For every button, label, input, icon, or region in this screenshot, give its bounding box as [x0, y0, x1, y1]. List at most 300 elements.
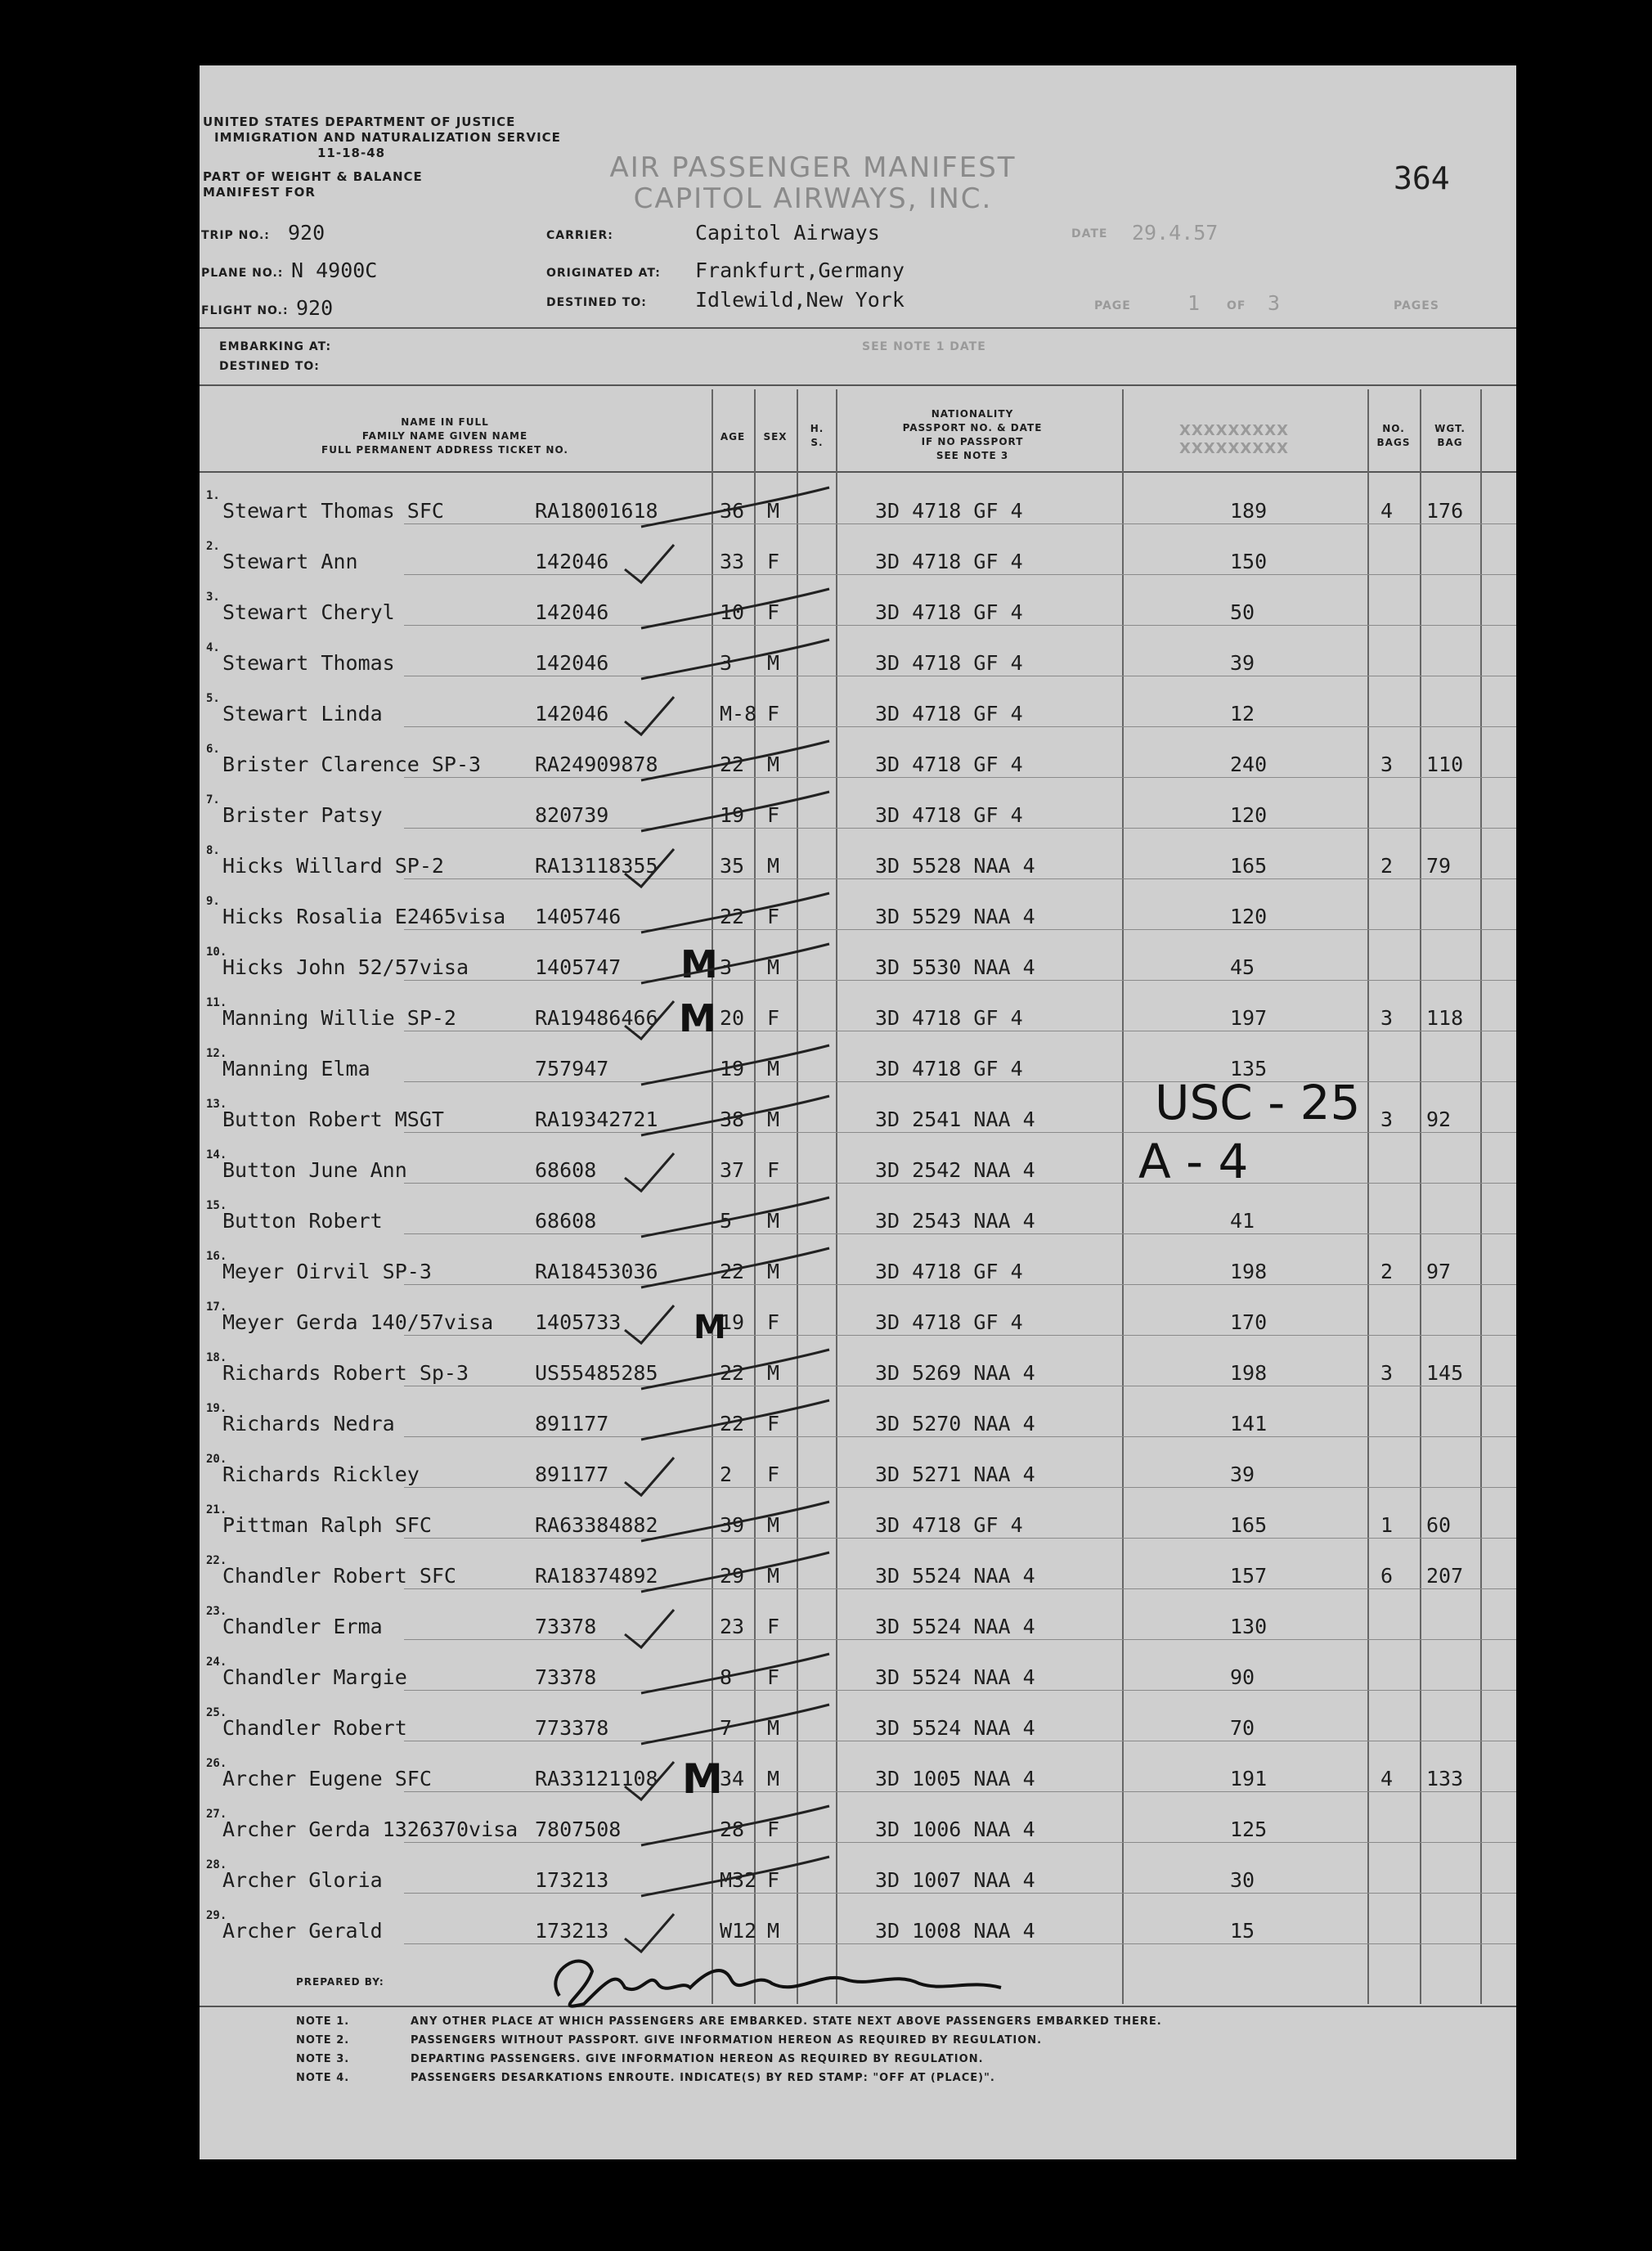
ticket-number: 773378 — [535, 1716, 609, 1740]
weight-cell: 15 — [1230, 1919, 1255, 1943]
check-mark — [625, 545, 674, 582]
bags-cell: 3 — [1380, 1108, 1394, 1131]
col-bags: NO. BAGS — [1376, 423, 1411, 448]
passenger-name: Archer Gerda 1326370visa — [222, 1817, 518, 1841]
age-cell: 19 — [720, 803, 745, 827]
passport-cell: 3D 4718 GF 4 — [875, 753, 1023, 776]
ticket-number: RA13118355 — [535, 854, 658, 878]
passport-cell: 3D 4718 GF 4 — [875, 803, 1023, 827]
sex-cell: M — [767, 1919, 780, 1943]
passenger-name: Stewart Thomas — [222, 651, 395, 675]
bag-weight-cell: 145 — [1426, 1361, 1464, 1385]
ticket-number: RA19342721 — [535, 1108, 658, 1131]
passport-cell: 3D 1006 NAA 4 — [875, 1817, 1035, 1841]
age-cell: 7 — [720, 1716, 733, 1740]
passport-cell: 3D 5269 NAA 4 — [875, 1361, 1035, 1385]
row-number: 18. — [206, 1351, 227, 1364]
passport-cell: 3D 2541 NAA 4 — [875, 1108, 1035, 1131]
check-mark — [641, 487, 829, 527]
age-cell: 8 — [720, 1665, 733, 1689]
age-cell: 34 — [720, 1767, 745, 1790]
passport-cell: 3D 2543 NAA 4 — [875, 1209, 1035, 1233]
sex-cell: F — [767, 600, 780, 624]
weight-cell: 170 — [1230, 1310, 1268, 1334]
passport-cell: 3D 5271 NAA 4 — [875, 1462, 1035, 1486]
passenger-name: Richards Robert Sp-3 — [222, 1361, 469, 1385]
row-number: 23. — [206, 1605, 227, 1618]
passenger-name: Stewart Ann — [222, 550, 358, 573]
ticket-number: 1405747 — [535, 955, 622, 979]
passport-cell: 3D 5529 NAA 4 — [875, 905, 1035, 928]
age-cell: 5 — [720, 1209, 733, 1233]
agency-line-4: PART OF WEIGHT & BALANCE — [203, 169, 423, 184]
age-cell: 33 — [720, 550, 745, 573]
check-mark — [625, 1001, 674, 1039]
weight-cell: 191 — [1230, 1767, 1268, 1790]
age-cell: 10 — [720, 600, 745, 624]
passenger-name: Brister Patsy — [222, 803, 383, 827]
row-number: 1. — [206, 489, 220, 502]
weight-cell: 45 — [1230, 955, 1255, 979]
age-cell: 22 — [720, 1361, 745, 1385]
col-weight: XXXXXXXXX XXXXXXXXX — [1179, 422, 1289, 457]
weight-cell: 41 — [1230, 1209, 1255, 1233]
weight-cell: 120 — [1230, 803, 1268, 827]
age-cell: 38 — [720, 1108, 745, 1131]
bags-cell: 1 — [1380, 1513, 1394, 1537]
passenger-name: Manning Elma — [222, 1057, 370, 1081]
weight-cell: 39 — [1230, 1462, 1255, 1486]
check-mark — [625, 1305, 674, 1343]
age-cell: 28 — [720, 1817, 745, 1841]
passport-cell: 3D 4718 GF 4 — [875, 1513, 1023, 1537]
sex-cell: M — [767, 1564, 780, 1588]
ticket-number: 73378 — [535, 1665, 597, 1689]
agency-line-2: IMMIGRATION AND NATURALIZATION SERVICE — [214, 130, 561, 145]
annotation-mark-4: M — [682, 1755, 723, 1803]
sex-cell: M — [767, 955, 780, 979]
bags-cell: 6 — [1380, 1564, 1394, 1588]
bags-cell: 4 — [1380, 1767, 1394, 1790]
row-number: 11. — [206, 996, 227, 1009]
agency-line-3: 11-18-48 — [317, 146, 386, 160]
weight-cell: 50 — [1230, 600, 1255, 624]
destined-label: DESTINED TO: — [546, 296, 647, 309]
age-cell: 35 — [720, 854, 745, 878]
date-value: 29.4.57 — [1132, 221, 1219, 245]
age-cell: 37 — [720, 1158, 745, 1182]
row-number: 12. — [206, 1047, 227, 1060]
passport-cell: 3D 4718 GF 4 — [875, 550, 1023, 573]
row-number: 28. — [206, 1858, 227, 1871]
row-number: 15. — [206, 1199, 227, 1212]
col-bag-weight: WGT. BAG — [1434, 423, 1466, 448]
passenger-name: Archer Eugene SFC — [222, 1767, 432, 1790]
passport-cell: 3D 5528 NAA 4 — [875, 854, 1035, 878]
flight-value: 920 — [296, 296, 334, 320]
passenger-name: Stewart Linda — [222, 702, 383, 726]
passenger-name: Archer Gloria — [222, 1868, 383, 1892]
check-mark — [641, 1197, 829, 1237]
passport-cell: 3D 1008 NAA 4 — [875, 1919, 1035, 1943]
weight-cell: 198 — [1230, 1361, 1268, 1385]
weight-cell: 130 — [1230, 1615, 1268, 1638]
passenger-name: Pittman Ralph SFC — [222, 1513, 432, 1537]
passport-cell: 3D 4718 GF 4 — [875, 1057, 1023, 1081]
weight-cell: 198 — [1230, 1260, 1268, 1283]
sex-cell: F — [767, 905, 780, 928]
row-number: 13. — [206, 1098, 227, 1111]
passport-cell: 3D 4718 GF 4 — [875, 499, 1023, 523]
age-cell: 39 — [720, 1513, 745, 1537]
sex-cell: M — [767, 1767, 780, 1790]
note-line: NOTE 2. PASSENGERS WITHOUT PASSPORT. GIVE INFORMATION HEREON AS REQUIRED BY REGULATION. — [296, 2034, 1043, 2047]
ticket-number: 820739 — [535, 803, 609, 827]
age-cell: 3 — [720, 955, 733, 979]
check-mark — [641, 1857, 829, 1896]
sex-cell: M — [767, 1361, 780, 1385]
banner-company: CAPITOL AIRWAYS, INC. — [633, 182, 993, 215]
ticket-number: 68608 — [535, 1209, 597, 1233]
row-number: 5. — [206, 692, 220, 705]
passenger-name: Chandler Erma — [222, 1615, 383, 1638]
ticket-number: RA18453036 — [535, 1260, 658, 1283]
signature — [555, 1961, 1001, 2006]
passenger-name: Brister Clarence SP-3 — [222, 753, 482, 776]
passport-cell: 3D 5524 NAA 4 — [875, 1615, 1035, 1638]
bag-weight-cell: 60 — [1426, 1513, 1452, 1537]
passenger-name: Chandler Robert SFC — [222, 1564, 456, 1588]
check-mark — [625, 697, 674, 735]
of-label: OF — [1227, 299, 1246, 312]
weight-cell: 165 — [1230, 854, 1268, 878]
check-mark — [625, 1610, 674, 1647]
pages-label: PAGES — [1394, 299, 1439, 312]
passport-cell: 3D 1005 NAA 4 — [875, 1767, 1035, 1790]
check-mark — [641, 1654, 829, 1693]
sex-cell: F — [767, 1006, 780, 1030]
age-cell: W12 — [720, 1919, 757, 1943]
ticket-number: 73378 — [535, 1615, 597, 1638]
passenger-name: Richards Nedra — [222, 1412, 395, 1436]
ticket-number: 891177 — [535, 1412, 609, 1436]
passport-cell: 3D 5524 NAA 4 — [875, 1716, 1035, 1740]
passenger-name: Manning Willie SP-2 — [222, 1006, 456, 1030]
check-mark — [625, 1762, 674, 1799]
sex-cell: M — [767, 854, 780, 878]
age-cell: 20 — [720, 1006, 745, 1030]
ticket-number: RA18001618 — [535, 499, 658, 523]
age-cell: 19 — [720, 1057, 745, 1081]
agency-line-5: MANIFEST FOR — [203, 185, 316, 200]
annotation-mark-2: M — [679, 996, 716, 1040]
check-mark — [641, 1806, 829, 1845]
ticket-number: 891177 — [535, 1462, 609, 1486]
sex-cell: M — [767, 499, 780, 523]
page-number: 364 — [1394, 160, 1450, 196]
annotation-usc: USC - 25 — [1155, 1075, 1361, 1130]
row-number: 17. — [206, 1301, 227, 1314]
bag-weight-cell: 133 — [1426, 1767, 1464, 1790]
col-name: NAME IN FULL FAMILY NAME GIVEN NAME FULL PERMANENT ADDRESS TICKET NO. — [321, 416, 568, 456]
row-number: 16. — [206, 1250, 227, 1263]
age-cell: 3 — [720, 651, 733, 675]
sex-cell: M — [767, 1209, 780, 1233]
carrier-value: Capitol Airways — [695, 221, 880, 245]
passport-cell: 3D 5270 NAA 4 — [875, 1412, 1035, 1436]
sex-cell: M — [767, 1108, 780, 1131]
row-number: 7. — [206, 793, 220, 806]
row-number: 2. — [206, 540, 220, 553]
agency-line-1: UNITED STATES DEPARTMENT OF JUSTICE — [203, 115, 516, 129]
age-cell: 22 — [720, 753, 745, 776]
bag-weight-cell: 176 — [1426, 499, 1464, 523]
col-hs: H. S. — [810, 423, 824, 448]
weight-cell: 70 — [1230, 1716, 1255, 1740]
passenger-name: Stewart Thomas SFC — [222, 499, 444, 523]
weight-cell: 12 — [1230, 702, 1255, 726]
sex-cell: M — [767, 1057, 780, 1081]
passenger-name: Richards Rickley — [222, 1462, 420, 1486]
passenger-name: Button June Ann — [222, 1158, 407, 1182]
row-number: 8. — [206, 844, 220, 857]
weight-cell: 90 — [1230, 1665, 1255, 1689]
bag-weight-cell: 207 — [1426, 1564, 1464, 1588]
note-line: NOTE 3. DEPARTING PASSENGERS. GIVE INFORMATION HEREON AS REQUIRED BY REGULATION. — [296, 2053, 984, 2065]
bag-weight-cell: 97 — [1426, 1260, 1452, 1283]
weight-cell: 39 — [1230, 651, 1255, 675]
passenger-name: Hicks John 52/57visa — [222, 955, 469, 979]
ticket-number: RA24909878 — [535, 753, 658, 776]
passenger-name: Meyer Oirvil SP-3 — [222, 1260, 432, 1283]
carrier-label: CARRIER: — [546, 229, 613, 242]
passenger-name: Stewart Cheryl — [222, 600, 395, 624]
passport-cell: 3D 5524 NAA 4 — [875, 1564, 1035, 1588]
passport-cell: 3D 4718 GF 4 — [875, 1006, 1023, 1030]
sex-cell: M — [767, 651, 780, 675]
age-cell: M-8 — [720, 702, 757, 726]
row-number: 25. — [206, 1706, 227, 1719]
row-number: 21. — [206, 1503, 227, 1516]
age-cell: 19 — [720, 1310, 745, 1334]
check-mark — [641, 893, 829, 932]
of-value: 3 — [1268, 291, 1281, 315]
passport-cell: 3D 5530 NAA 4 — [875, 955, 1035, 979]
check-mark — [625, 1914, 674, 1952]
sex-cell: F — [767, 1817, 780, 1841]
bag-weight-cell: 79 — [1426, 854, 1452, 878]
check-mark — [641, 1705, 829, 1744]
passport-cell: 3D 4718 GF 4 — [875, 702, 1023, 726]
trip-label: TRIP NO.: — [201, 229, 270, 242]
see-note: SEE NOTE 1 DATE — [862, 340, 986, 353]
bags-cell: 2 — [1380, 1260, 1394, 1283]
weight-cell: 30 — [1230, 1868, 1255, 1892]
sex-cell: M — [767, 1716, 780, 1740]
page-value: 1 — [1187, 291, 1201, 315]
col-age: AGE — [720, 431, 746, 443]
passport-cell: 3D 5524 NAA 4 — [875, 1665, 1035, 1689]
ticket-number: RA18374892 — [535, 1564, 658, 1588]
ticket-number: 757947 — [535, 1057, 609, 1081]
sex-cell: M — [767, 1513, 780, 1537]
weight-cell: 157 — [1230, 1564, 1268, 1588]
check-mark — [641, 1045, 829, 1085]
bags-cell: 3 — [1380, 753, 1394, 776]
check-mark — [625, 1458, 674, 1495]
passenger-name: Chandler Margie — [222, 1665, 407, 1689]
bag-weight-cell: 92 — [1426, 1108, 1452, 1131]
ticket-number: 173213 — [535, 1919, 609, 1943]
sex-cell: F — [767, 1310, 780, 1334]
sex-cell: F — [767, 1665, 780, 1689]
annotation-alien: A - 4 — [1138, 1134, 1249, 1189]
age-cell: 29 — [720, 1564, 745, 1588]
row-number: 26. — [206, 1757, 227, 1770]
flight-label: FLIGHT NO.: — [201, 304, 289, 317]
passport-cell: 3D 4718 GF 4 — [875, 600, 1023, 624]
passport-cell: 3D 1007 NAA 4 — [875, 1868, 1035, 1892]
note-line: NOTE 1. ANY OTHER PLACE AT WHICH PASSENGERS ARE EMBARKED. STATE NEXT ABOVE PASSENGERS EMBARKED THERE. — [296, 2015, 1162, 2028]
originated-label: ORIGINATED AT: — [546, 267, 661, 280]
age-cell: 36 — [720, 499, 745, 523]
weight-cell: 240 — [1230, 753, 1268, 776]
ticket-number: 142046 — [535, 702, 609, 726]
age-cell: 2 — [720, 1462, 733, 1486]
ticket-number: 142046 — [535, 651, 609, 675]
passport-cell: 3D 4718 GF 4 — [875, 1260, 1023, 1283]
ticket-number: 7807508 — [535, 1817, 622, 1841]
embarking-label: EMBARKING AT: — [219, 340, 332, 353]
passport-cell: 3D 4718 GF 4 — [875, 651, 1023, 675]
row-number: 29. — [206, 1909, 227, 1922]
originated-value: Frankfurt,Germany — [695, 258, 905, 282]
passenger-name: Archer Gerald — [222, 1919, 383, 1943]
age-cell: 22 — [720, 1260, 745, 1283]
ticket-number: 1405733 — [535, 1310, 622, 1334]
check-mark — [641, 1096, 829, 1135]
weight-cell: 197 — [1230, 1006, 1268, 1030]
weight-cell: 165 — [1230, 1513, 1268, 1537]
sex-cell: M — [767, 753, 780, 776]
prepared-by-label: PREPARED BY: — [296, 1976, 384, 1988]
bag-weight-cell: 110 — [1426, 753, 1464, 776]
sex-cell: F — [767, 702, 780, 726]
row-number: 14. — [206, 1148, 227, 1161]
check-mark — [641, 1552, 829, 1592]
annotation-mark-1: M — [680, 942, 718, 986]
sex-cell: F — [767, 1412, 780, 1436]
row-number: 22. — [206, 1554, 227, 1567]
check-mark — [625, 849, 674, 887]
banner-title: AIR PASSENGER MANIFEST — [609, 151, 1017, 184]
check-mark — [641, 1248, 829, 1287]
bags-cell: 4 — [1380, 499, 1394, 523]
row-number: 9. — [206, 895, 220, 908]
age-cell: 23 — [720, 1615, 745, 1638]
ticket-number: US55485285 — [535, 1361, 658, 1385]
weight-cell: 125 — [1230, 1817, 1268, 1841]
col-sex: SEX — [763, 431, 788, 443]
bags-cell: 2 — [1380, 854, 1394, 878]
ticket-number: 142046 — [535, 600, 609, 624]
sex-cell: F — [767, 550, 780, 573]
note-line: NOTE 4. PASSENGERS DESARKATIONS ENROUTE. INDICATE(S) BY RED STAMP: "OFF AT (PLACE)". — [296, 2072, 995, 2084]
row-number: 3. — [206, 591, 220, 604]
weight-cell: 150 — [1230, 550, 1268, 573]
plane-value: N 4900C — [291, 258, 378, 282]
passenger-name: Hicks Rosalia E2465visa — [222, 905, 506, 928]
check-mark — [641, 589, 829, 628]
row-number: 19. — [206, 1402, 227, 1415]
check-mark — [641, 1400, 829, 1440]
sex-cell: M — [767, 1260, 780, 1283]
date-label: DATE — [1071, 227, 1108, 240]
passenger-name: Button Robert MSGT — [222, 1108, 444, 1131]
sex-cell: F — [767, 1462, 780, 1486]
ticket-number: 1405746 — [535, 905, 622, 928]
passenger-name: Button Robert — [222, 1209, 383, 1233]
passenger-name: Chandler Robert — [222, 1716, 407, 1740]
destined-to-label: DESTINED TO: — [219, 360, 320, 373]
passenger-name: Hicks Willard SP-2 — [222, 854, 444, 878]
age-cell: M32 — [720, 1868, 757, 1892]
trip-value: 920 — [288, 221, 325, 245]
passenger-name: Meyer Gerda 140/57visa — [222, 1310, 494, 1334]
col-nationality: NATIONALITY PASSPORT NO. & DATE IF NO PASSPORT SEE NOTE 3 — [902, 408, 1043, 461]
weight-cell: 135 — [1230, 1057, 1268, 1081]
ticket-number: RA33121108 — [535, 1767, 658, 1790]
sex-cell: F — [767, 803, 780, 827]
ticket-number: RA19486466 — [535, 1006, 658, 1030]
row-number: 6. — [206, 743, 220, 756]
sex-cell: F — [767, 1868, 780, 1892]
passport-cell: 3D 2542 NAA 4 — [875, 1158, 1035, 1182]
check-mark — [641, 792, 829, 831]
row-number: 27. — [206, 1808, 227, 1821]
passport-cell: 3D 4718 GF 4 — [875, 1310, 1023, 1334]
page-label: PAGE — [1094, 299, 1131, 312]
weight-cell: 189 — [1230, 499, 1268, 523]
check-mark — [641, 944, 829, 983]
age-cell: 22 — [720, 905, 745, 928]
ticket-number: 142046 — [535, 550, 609, 573]
check-mark — [625, 1153, 674, 1191]
sex-cell: F — [767, 1615, 780, 1638]
bag-weight-cell: 118 — [1426, 1006, 1464, 1030]
ticket-number: RA63384882 — [535, 1513, 658, 1537]
destined-value: Idlewild,New York — [695, 288, 905, 312]
manifest-sheet — [200, 65, 1516, 2159]
sex-cell: F — [767, 1158, 780, 1182]
row-number: 4. — [206, 641, 220, 654]
check-mark — [641, 1502, 829, 1541]
ticket-number: 68608 — [535, 1158, 597, 1182]
row-number: 10. — [206, 946, 227, 959]
plane-label: PLANE NO.: — [201, 267, 284, 280]
check-mark — [641, 741, 829, 780]
ticket-number: 173213 — [535, 1868, 609, 1892]
handwriting-overlay — [200, 65, 1516, 2159]
age-cell: 22 — [720, 1412, 745, 1436]
weight-cell: 120 — [1230, 905, 1268, 928]
bags-cell: 3 — [1380, 1006, 1394, 1030]
bags-cell: 3 — [1380, 1361, 1394, 1385]
weight-cell: 141 — [1230, 1412, 1268, 1436]
row-number: 20. — [206, 1453, 227, 1466]
row-number: 24. — [206, 1656, 227, 1669]
check-mark — [641, 640, 829, 679]
